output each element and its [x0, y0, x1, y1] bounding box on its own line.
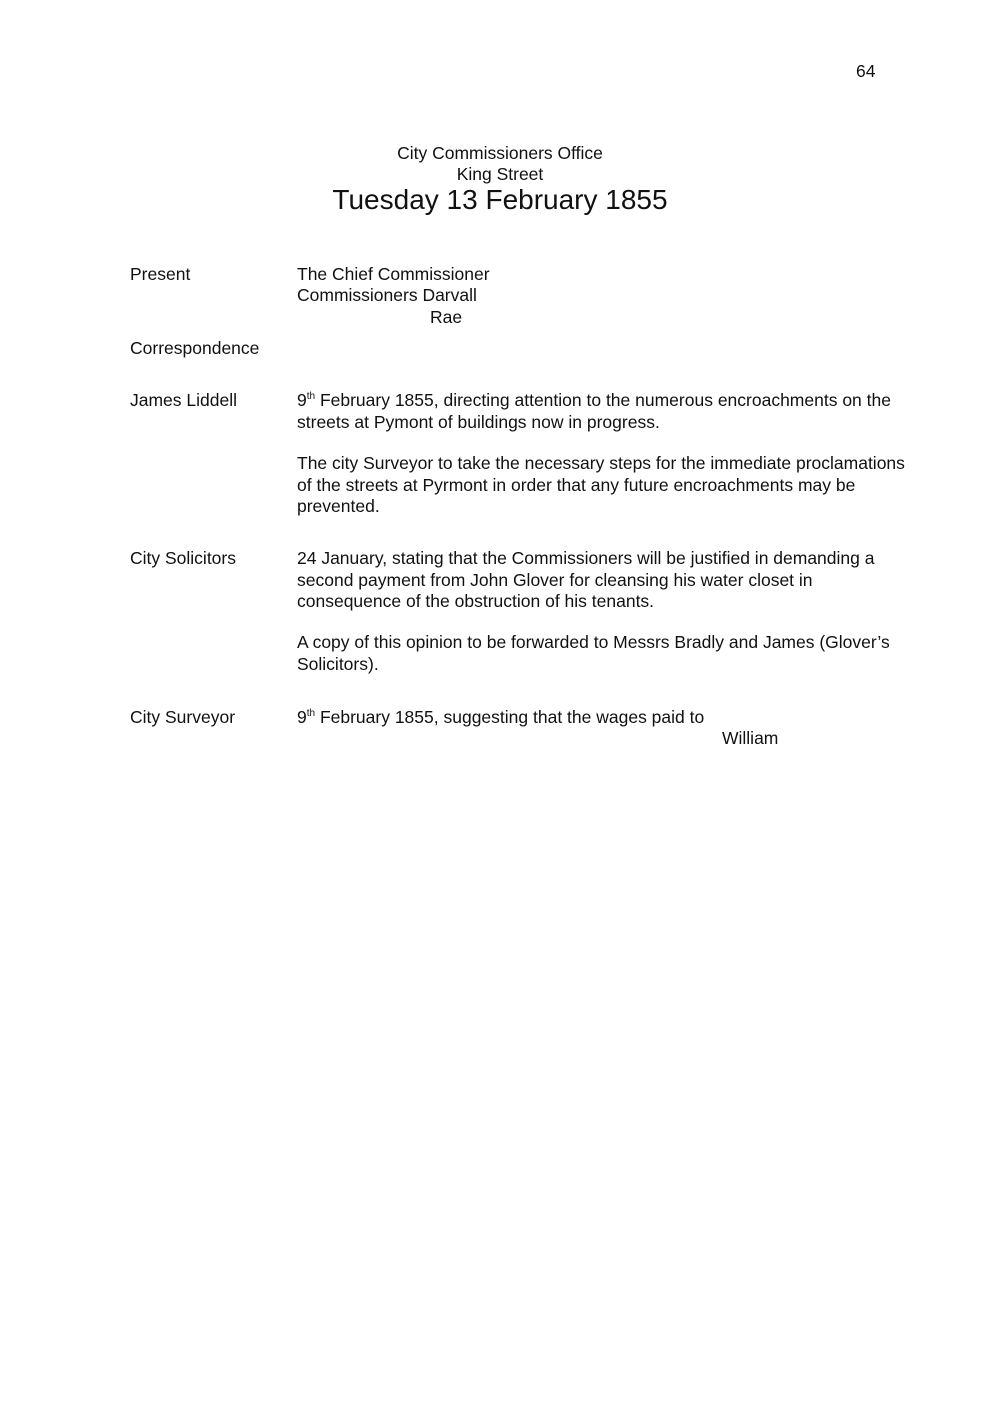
- entry-from-city-solicitors: City Solicitors: [130, 548, 236, 568]
- entry-resolution-james-liddell: [297, 453, 917, 518]
- present-line-commissioners: Commissioners Darvall: [297, 285, 477, 305]
- page-number: 64: [856, 61, 876, 81]
- correspondence-heading: Correspondence: [130, 338, 260, 358]
- letter-text: February 1855, suggesting that the wages paid to: [315, 707, 705, 727]
- letter-day: 9: [297, 390, 307, 410]
- letter-text: February 1855, directing attention to the numerous encroachments on the streets at Pymont of buildings now in progress.: [297, 390, 891, 432]
- continuation-catchword: William: [722, 728, 779, 748]
- present-line-chief: The Chief Commissioner: [297, 264, 490, 284]
- present-line-rae: Rae: [430, 307, 463, 327]
- entry-resolution-city-solicitors: [297, 632, 917, 675]
- letter-day-suffix: th: [306, 708, 316, 720]
- street-name: King Street: [456, 164, 544, 184]
- entry-from-james-liddell: James Liddell: [130, 390, 237, 410]
- resolution-text: The city Surveyor to take the necessary steps for the immediate proclamations of the streets at Pyrmont in order that any future encroachments may be prevented.: [297, 453, 905, 516]
- entry-from-city-surveyor: City Surveyor: [130, 707, 236, 727]
- entry-letter-city-solicitors: [297, 548, 917, 613]
- letter-day: 9: [297, 707, 307, 727]
- resolution-text: A copy of this opinion to be forwarded to Messrs Bradly and James (Glover’s Solicitors).: [297, 632, 890, 674]
- entry-letter-james-liddell: [297, 390, 917, 433]
- letter-day-suffix: th: [306, 391, 316, 403]
- entry-letter-city-surveyor: [297, 707, 704, 729]
- present-label: Present: [130, 264, 191, 284]
- office-name: City Commissioners Office: [397, 143, 603, 163]
- meeting-date: Tuesday 13 February 1855: [332, 184, 668, 215]
- letter-text: 24 January, stating that the Commissioners will be justified in demanding a second payment from John Glover for cleansing his water closet in consequence of the obstruction of his tenants.: [297, 548, 875, 611]
